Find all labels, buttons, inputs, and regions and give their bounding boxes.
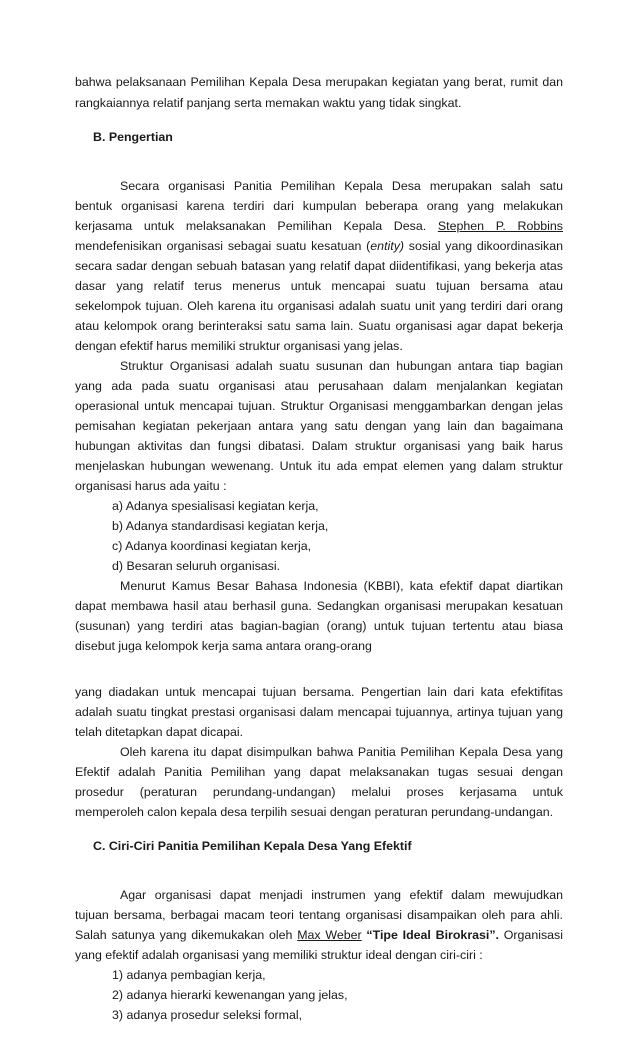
b-p2-line-7: organisasi harus ada yaitu : <box>75 479 227 493</box>
intro-line-2: rangkaiannya relatif panjang serta memakan waktu yang tidak singkat. <box>75 96 462 110</box>
list-item: 3) adanya prosedur seleksi formal, <box>112 1008 303 1022</box>
max-weber-link[interactable]: Max Weber <box>297 928 362 942</box>
list-item: d) Besaran seluruh organisasi. <box>112 559 281 573</box>
b-p2-line-2: yang ada pada suatu organisasi atau perusahaan dalam menjalankan kegiatan <box>75 379 563 393</box>
b-p5-line-3: prosedur (peraturan perundang-undangan) melalui proses kerjasama untuk <box>75 785 563 799</box>
b-p1-line-9: dengan efektif harus memiliki struktur organisasi yang jelas. <box>75 339 403 353</box>
b-p5-line-1: Oleh karena itu dapat disimpulkan bahwa Panitia Pemilihan Kepala Desa yang <box>120 745 563 759</box>
list-item: b) Adanya standardisasi kegiatan kerja, <box>112 519 329 533</box>
b-p5-line-4: memperoleh calon kepala desa terpilih sesuai dengan peraturan perundang-undangan. <box>75 805 554 819</box>
b-p3-line-4: disebut juga kelompok kerja sama antara orang-orang <box>75 639 372 653</box>
b-p1-line-4-post: sosial yang dikoordinasikan <box>404 239 564 253</box>
b-p1-line-8: atau kelompok orang berinteraksi satu sama lain. Suatu organisasi agar dapat bekerja <box>75 319 563 333</box>
section-c-heading: C. Ciri-Ciri Panitia Pemilihan Kepala Desa Yang Efektif <box>93 839 412 853</box>
list-item: 1) adanya pembagian kerja, <box>112 968 266 982</box>
entity-term: entity) <box>370 239 405 253</box>
section-b-heading: B. Pengertian <box>93 130 173 144</box>
c-p1-line-3-post: Organisasi <box>499 928 564 942</box>
b-p2-line-3: operasional untuk mencapai tujuan. Struktur Organisasi menggambarkan dengan jelas <box>75 399 563 413</box>
b-p4-line-3: telah ditetapkan dapat dicapai. <box>75 725 244 739</box>
list-item: 2) adanya hierarki kewenangan yang jelas, <box>112 988 348 1002</box>
list-item: c) Adanya koordinasi kegiatan kerja, <box>112 539 312 553</box>
c-p1-line-4: yang efektif adalah organisasi yang memiliki struktur ideal dengan ciri-ciri : <box>75 948 483 962</box>
tipe-ideal-birokrasi: “Tipe Ideal Birokrasi”. <box>361 928 500 942</box>
c-p1-line-2: tujuan bersama, berbagai macam teori tentang organisasi disampaikan oleh para ahli. <box>75 908 563 922</box>
b-p1-line-3-text: kerjasama untuk melaksanakan Pemilihan Kepala Desa. <box>75 219 427 233</box>
b-p1-line-2: bentuk organisasi karena terdiri dari kumpulan beberapa orang yang melakukan <box>75 199 563 213</box>
b-p3-line-1: Menurut Kamus Besar Bahasa Indonesia (KBBI), kata efektif dapat diartikan <box>120 579 563 593</box>
b-p2-line-5: hubungan aktivitas dan fungsi dibatasi. Dalam struktur organisasi yang baik harus <box>75 439 563 453</box>
b-p1-line-4-pre: mendefenisikan organisasi sebagai suatu kesatuan ( <box>75 239 371 253</box>
intro-line-1: bahwa pelaksanaan Pemilihan Kepala Desa merupakan kegiatan yang berat, rumit dan <box>75 75 563 89</box>
b-p3-line-3: (susunan) yang terdiri atas bagian-bagian (orang) untuk tujuan tertentu atau biasa <box>75 619 563 633</box>
c-p1-line-3 <box>75 926 563 946</box>
b-p1-line-1: Secara organisasi Panitia Pemilihan Kepala Desa merupakan salah satu <box>120 179 563 193</box>
b-p1-line-7: sekelompok tujuan. Oleh karena itu organisasi adalah suatu unit yang terdiri dari orang <box>75 299 563 313</box>
b-p1-line-3 <box>75 217 563 237</box>
b-p4-line-2: adalah suatu tingkat prestasi organisasi dalam mencapai tujuannya, artinya tujuan yang <box>75 705 563 719</box>
stephen-robbins-link[interactable]: Stephen P. Robbins <box>437 219 564 233</box>
b-p4-line-1: yang diadakan untuk mencapai tujuan bersama. Pengertian lain dari kata efektifitas <box>75 685 563 699</box>
b-p5-line-2: Efektif adalah Panitia Pemilihan yang dapat melaksanakan tugas sesuai dengan <box>75 765 563 779</box>
b-p1-line-6: dasar yang relatif terus menerus untuk mencapai suatu tujuan bersama atau <box>75 279 563 293</box>
b-p2-line-6: menjelaskan hubungan wewenang. Untuk itu ada empat elemen yang dalam struktur <box>75 459 563 473</box>
b-p1-line-4 <box>75 237 563 257</box>
c-p1-line-1: Agar organisasi dapat menjadi instrumen yang efektif dalam mewujudkan <box>120 888 563 902</box>
c-p1-line-3-pre: Salah satunya yang dikemukakan oleh <box>75 928 298 942</box>
b-p1-line-5: secara sadar dengan sebuah batasan yang relatif dapat diidentifikasi, yang bekerja atas <box>75 259 563 273</box>
b-p2-line-4: pemisahan kegiatan pekerjaan antara yang satu dengan yang lain dan bagaimana <box>75 419 563 433</box>
b-p3-line-2: dapat membawa hasil atau berhasil guna. Sedangkan organisasi merupakan kesatuan <box>75 599 563 613</box>
list-item: a) Adanya spesialisasi kegiatan kerja, <box>112 499 319 513</box>
b-p2-line-1: Struktur Organisasi adalah suatu susunan dan hubungan antara tiap bagian <box>120 359 563 373</box>
